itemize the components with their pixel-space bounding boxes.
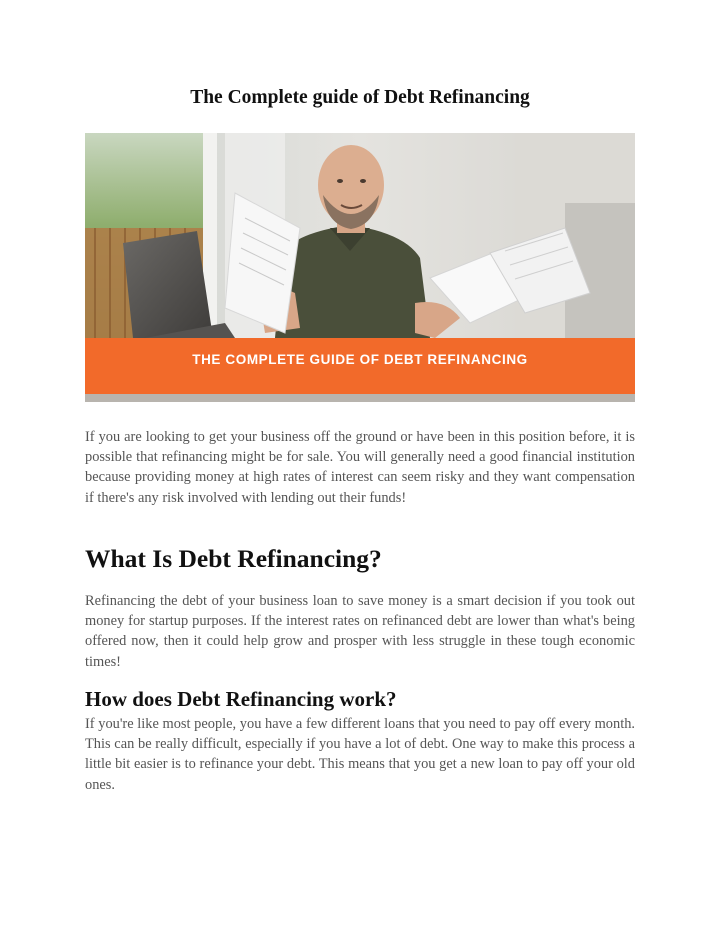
hero-banner-text: THE COMPLETE GUIDE OF DEBT REFINANCING [192, 352, 528, 367]
section-body-how-works: If you're like most people, you have a few different loans that you need to pay off every month. This can be really difficult, especially if you have a lot of debt. One way to make this process a little bit easier is to refinance your debt. This means that you get a new loan to pay off your old ones. [85, 716, 635, 793]
hero-image [85, 133, 635, 402]
section-body-what-is: Refinancing the debt of your business loan to save money is a smart decision if you took out money for startup purposes. If the interest rates on refinanced debt are lower than what's being offered now, then it could help grow and prosper with less struggle in these tough economic times! [85, 593, 635, 670]
intro-paragraph: If you are looking to get your business off the ground or have been in this position before, it is possible that refinancing might be for sale. You will generally need a good financial institution because providing money at high rates of interest can seem risky and they want compensation if there's any risk involved with lending out their funds! [85, 429, 635, 506]
document-title: The Complete guide of Debt Refinancing [190, 87, 530, 108]
section-heading-what-is: What Is Debt Refinancing? [85, 544, 382, 573]
section-heading-how-works: How does Debt Refinancing work? [85, 687, 397, 711]
